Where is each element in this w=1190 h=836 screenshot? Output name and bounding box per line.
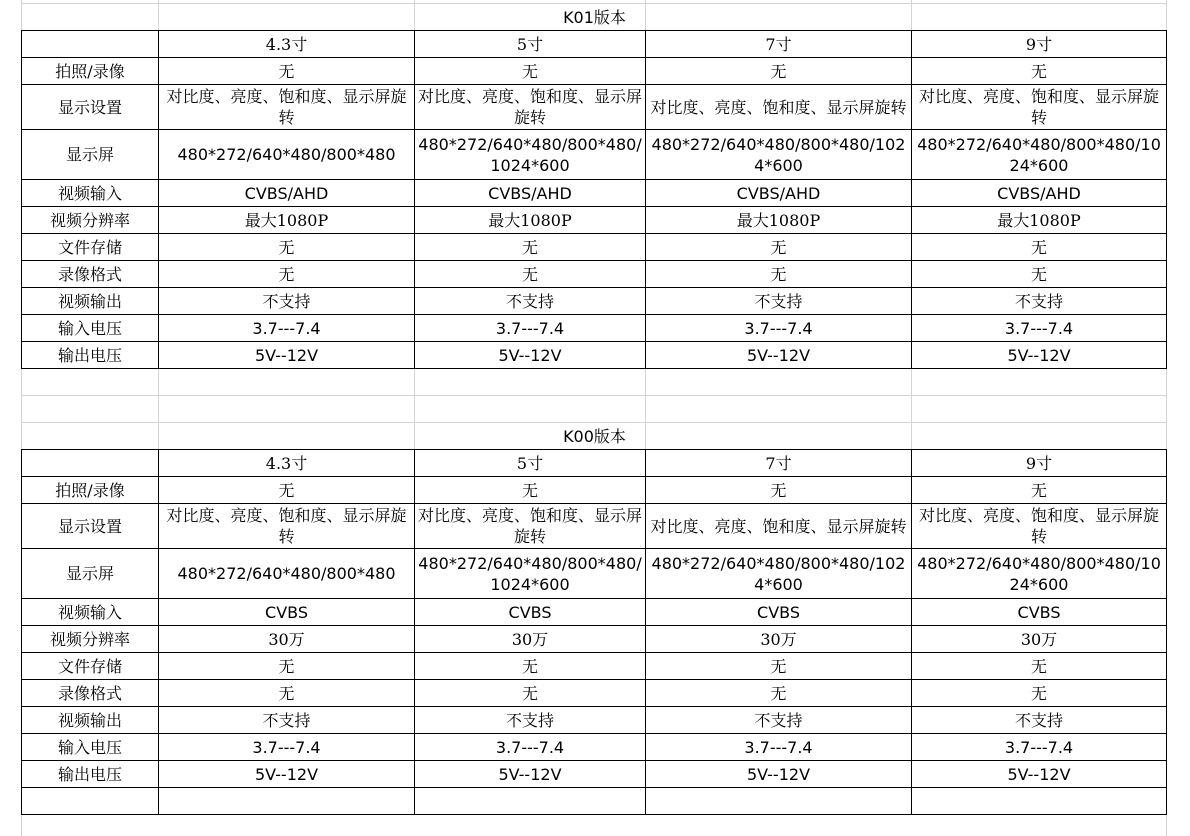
row-label-cell: 文件存储 (22, 234, 159, 261)
table-row (22, 288, 1167, 315)
value-cell: 5V--12V (159, 342, 415, 369)
empty-cell[interactable] (415, 369, 646, 396)
row-label-cell: 视频分辨率 (22, 207, 159, 234)
value-cell: 无 (912, 653, 1167, 680)
value-cell: 对比度、亮度、饱和度、显示屏旋转 (159, 504, 415, 549)
empty-cell[interactable] (415, 396, 646, 423)
row-label-cell: 显示设置 (22, 85, 159, 130)
value-cell: 无 (415, 234, 646, 261)
row-label-cell: 录像格式 (22, 680, 159, 707)
row-label-cell: 显示屏 (22, 549, 159, 599)
value-cell: 无 (912, 261, 1167, 288)
table-row (22, 680, 1167, 707)
table-header-row (22, 450, 1167, 477)
value-cell: 3.7---7.4 (646, 315, 912, 342)
header-corner-cell (22, 31, 159, 58)
value-cell: 无 (646, 58, 912, 85)
value-cell: 3.7---7.4 (912, 734, 1167, 761)
spec-table-k01 (21, 30, 1167, 450)
empty-cell[interactable] (646, 369, 912, 396)
value-cell: CVBS/AHD (912, 180, 1167, 207)
value-cell: 480*272/640*480/800*480/1024*600 (415, 549, 646, 599)
table-row (22, 234, 1167, 261)
value-cell: 3.7---7.4 (415, 734, 646, 761)
empty-row (22, 369, 1167, 396)
value-cell: 不支持 (159, 288, 415, 315)
table-row (22, 626, 1167, 653)
row-label-cell: 视频输出 (22, 288, 159, 315)
table-row (22, 180, 1167, 207)
value-cell: 对比度、亮度、饱和度、显示屏旋转 (415, 504, 646, 549)
table-row (22, 261, 1167, 288)
row-label-cell: 视频输入 (22, 599, 159, 626)
header-corner-cell (22, 450, 159, 477)
value-cell: 3.7---7.4 (912, 315, 1167, 342)
row-label-cell: 输入电压 (22, 734, 159, 761)
table-row (22, 653, 1167, 680)
value-cell: 不支持 (646, 707, 912, 734)
value-cell: 无 (415, 680, 646, 707)
table-row (22, 549, 1167, 599)
value-cell: 无 (415, 58, 646, 85)
spec-table-k00 (21, 449, 1167, 815)
header-cell: 7寸 (646, 450, 912, 477)
row-label-cell: 显示设置 (22, 504, 159, 549)
header-cell: 9寸 (912, 31, 1167, 58)
value-cell: 无 (159, 680, 415, 707)
value-cell: 对比度、亮度、饱和度、显示屏旋转 (415, 85, 646, 130)
row-label-cell: 视频输出 (22, 707, 159, 734)
header-cell: 7寸 (646, 31, 912, 58)
section-title-k00: K00版本 (563, 426, 626, 446)
row-label-cell: 拍照/录像 (22, 58, 159, 85)
header-cell: 9寸 (912, 450, 1167, 477)
value-cell: CVBS (646, 599, 912, 626)
value-cell: 无 (159, 261, 415, 288)
value-cell: 3.7---7.4 (159, 315, 415, 342)
value-cell: 5V--12V (415, 342, 646, 369)
value-cell: 无 (415, 477, 646, 504)
value-cell: CVBS/AHD (415, 180, 646, 207)
header-cell: 4.3寸 (159, 450, 415, 477)
value-cell: CVBS/AHD (646, 180, 912, 207)
empty-cell[interactable] (22, 788, 159, 815)
value-cell: 对比度、亮度、饱和度、显示屏旋转 (159, 85, 415, 130)
value-cell: 无 (159, 653, 415, 680)
row-label-cell: 输入电压 (22, 315, 159, 342)
table-row (22, 707, 1167, 734)
value-cell: 480*272/640*480/800*480/1024*600 (646, 549, 912, 599)
value-cell: 5V--12V (912, 342, 1167, 369)
value-cell: 30万 (159, 626, 415, 653)
value-cell: 30万 (646, 626, 912, 653)
value-cell: 无 (159, 234, 415, 261)
table-row (22, 207, 1167, 234)
value-cell: 最大1080P (159, 207, 415, 234)
value-cell: 无 (912, 477, 1167, 504)
value-cell: 无 (646, 234, 912, 261)
value-cell: 不支持 (912, 707, 1167, 734)
value-cell: 480*272/640*480/800*480/1024*600 (646, 130, 912, 180)
value-cell: 无 (912, 234, 1167, 261)
value-cell: 5V--12V (646, 342, 912, 369)
header-cell: 5寸 (415, 450, 646, 477)
value-cell: 不支持 (415, 707, 646, 734)
empty-cell[interactable] (22, 396, 159, 423)
value-cell: CVBS/AHD (159, 180, 415, 207)
section-title-k01: K01版本 (563, 7, 626, 27)
table-row (22, 85, 1167, 130)
value-cell: 无 (646, 653, 912, 680)
value-cell: 3.7---7.4 (415, 315, 646, 342)
row-label-cell: 录像格式 (22, 261, 159, 288)
row-label-cell: 拍照/录像 (22, 477, 159, 504)
table-row (22, 315, 1167, 342)
empty-cell[interactable] (646, 396, 912, 423)
empty-row (22, 396, 1167, 423)
empty-cell[interactable] (646, 788, 912, 815)
row-label-cell: 显示屏 (22, 130, 159, 180)
value-cell: 无 (159, 477, 415, 504)
value-cell: 30万 (912, 626, 1167, 653)
empty-cell[interactable] (159, 396, 415, 423)
empty-cell[interactable] (912, 369, 1167, 396)
value-cell: 最大1080P (646, 207, 912, 234)
empty-cell[interactable] (415, 788, 646, 815)
value-cell: 无 (415, 261, 646, 288)
value-cell: 480*272/640*480/800*480/1024*600 (912, 549, 1167, 599)
empty-cell[interactable] (912, 396, 1167, 423)
value-cell: 5V--12V (912, 761, 1167, 788)
table-row (22, 504, 1167, 549)
empty-cell[interactable] (22, 369, 159, 396)
value-cell: 5V--12V (415, 761, 646, 788)
value-cell: 3.7---7.4 (159, 734, 415, 761)
table-row (22, 599, 1167, 626)
table-row (22, 342, 1167, 369)
value-cell: 无 (159, 58, 415, 85)
value-cell: 480*272/640*480/800*480 (159, 549, 415, 599)
row-label-cell: 文件存储 (22, 653, 159, 680)
value-cell: 不支持 (646, 288, 912, 315)
value-cell: 不支持 (415, 288, 646, 315)
value-cell: 3.7---7.4 (646, 734, 912, 761)
value-cell: 480*272/640*480/800*480/1024*600 (415, 130, 646, 180)
value-cell: 最大1080P (415, 207, 646, 234)
table-row (22, 130, 1167, 180)
value-cell: CVBS (912, 599, 1167, 626)
value-cell: 30万 (415, 626, 646, 653)
value-cell: 不支持 (159, 707, 415, 734)
value-cell: 不支持 (912, 288, 1167, 315)
table-row (22, 58, 1167, 85)
empty-row (22, 788, 1167, 815)
value-cell: 无 (646, 261, 912, 288)
value-cell: CVBS (415, 599, 646, 626)
header-cell: 5寸 (415, 31, 646, 58)
value-cell: 对比度、亮度、饱和度、显示屏旋转 (646, 504, 912, 549)
row-label-cell: 视频输入 (22, 180, 159, 207)
value-cell: 5V--12V (159, 761, 415, 788)
value-cell: CVBS (159, 599, 415, 626)
value-cell: 480*272/640*480/800*480/1024*600 (912, 130, 1167, 180)
row-label-cell: 视频分辨率 (22, 626, 159, 653)
table-row (22, 734, 1167, 761)
value-cell: 无 (912, 680, 1167, 707)
header-cell: 4.3寸 (159, 31, 415, 58)
table-header-row (22, 31, 1167, 58)
value-cell: 对比度、亮度、饱和度、显示屏旋转 (912, 85, 1167, 130)
value-cell: 对比度、亮度、饱和度、显示屏旋转 (646, 85, 912, 130)
empty-cell[interactable] (159, 788, 415, 815)
value-cell: 无 (415, 653, 646, 680)
value-cell: 无 (912, 58, 1167, 85)
value-cell: 480*272/640*480/800*480 (159, 130, 415, 180)
value-cell: 5V--12V (646, 761, 912, 788)
row-label-cell: 输出电压 (22, 761, 159, 788)
row-label-cell: 输出电压 (22, 342, 159, 369)
table-row (22, 761, 1167, 788)
value-cell: 对比度、亮度、饱和度、显示屏旋转 (912, 504, 1167, 549)
value-cell: 无 (646, 477, 912, 504)
empty-cell[interactable] (159, 369, 415, 396)
value-cell: 无 (646, 680, 912, 707)
value-cell: 最大1080P (912, 207, 1167, 234)
table-row (22, 477, 1167, 504)
empty-cell[interactable] (912, 788, 1167, 815)
